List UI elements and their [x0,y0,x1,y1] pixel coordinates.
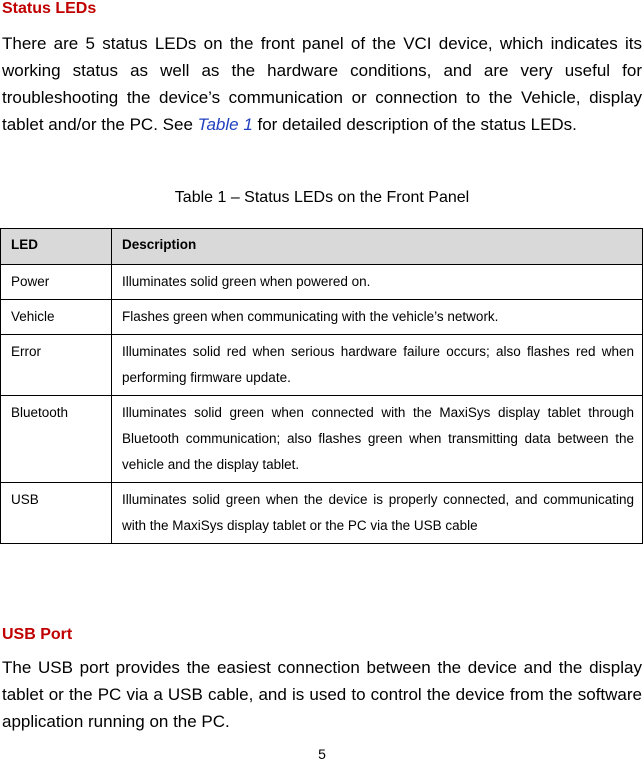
table-header-row [1,229,643,265]
table-reference-link[interactable]: Table 1 [197,115,253,134]
led-name-cell: Vehicle [1,300,112,335]
table-row [1,483,643,544]
column-header-description: Description [112,229,643,265]
table-row [1,335,643,396]
led-name-cell: USB [1,483,112,544]
section-heading-usb-port: USB Port [2,626,73,643]
table-caption: Table 1 – Status LEDs on the Front Panel [174,189,470,206]
section-heading-status-leds: Status LEDs [2,0,97,17]
led-name-cell: Bluetooth [1,396,112,483]
led-description-cell: Illuminates solid red when serious hardware failure occurs; also flashes red when performing firmware update. [112,335,643,396]
status-led-table [0,228,643,544]
paragraph-text-end: for detailed description of the status LEDs. [252,115,577,134]
paragraph-text: There are 5 status LEDs on the front panel of the VCI device, which indicates its working status as well as the hardware conditions, and are very useful for troubleshooting the device’s communication or connection to the Vehicle, display tablet and/or the PC. See [2,34,642,134]
led-description-cell: Illuminates solid green when the device is properly connected, and communicating with the MaxiSys display tablet or the PC via the USB cable [112,483,643,544]
column-header-led: LED [1,229,112,265]
table-row [1,396,643,483]
table-row [1,300,643,335]
table-row [1,265,643,300]
status-leds-paragraph [2,30,642,138]
led-description-cell: Illuminates solid green when connected with the MaxiSys display tablet through Bluetooth communication; also flashes green when transmitting data between the vehicle and the display tablet. [112,396,643,483]
led-name-cell: Error [1,335,112,396]
usb-port-paragraph: The USB port provides the easiest connection between the device and the display tablet or the PC via a USB cable, and is used to control the device from the software application running on the PC. [2,658,642,731]
led-description-cell: Illuminates solid green when powered on. [112,265,643,300]
led-description-cell: Flashes green when communicating with the vehicle’s network. [112,300,643,335]
led-name-cell: Power [1,265,112,300]
page-number: 5 [318,746,326,762]
